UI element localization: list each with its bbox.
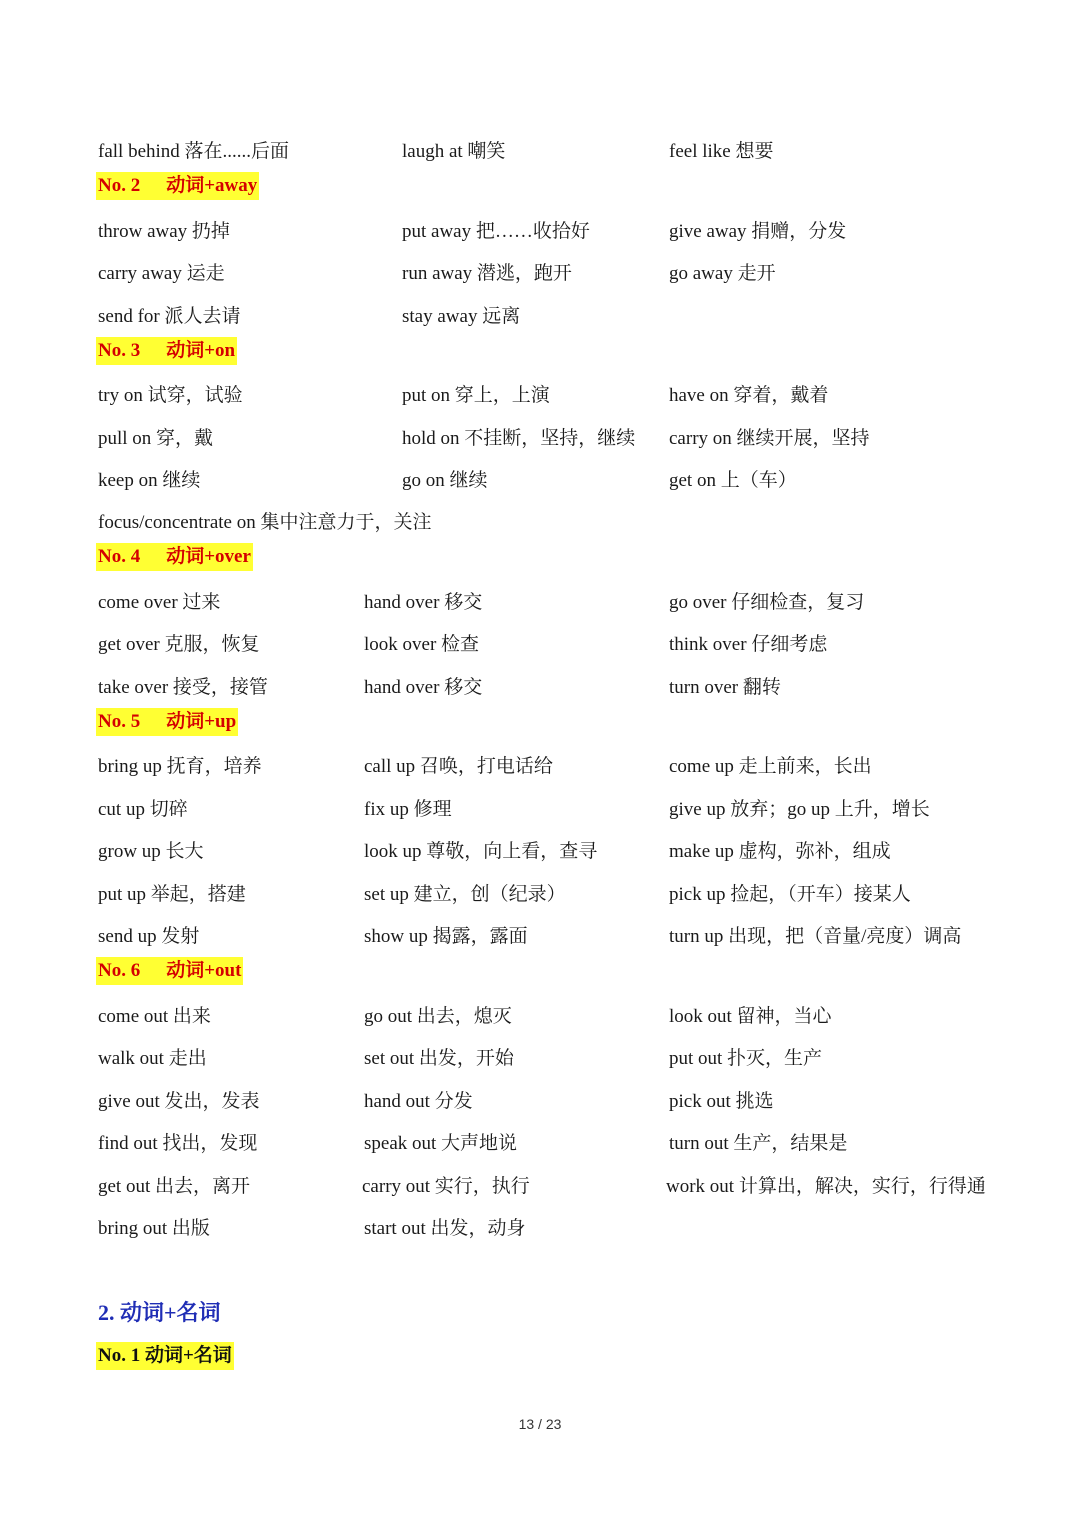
phrase-entry: have on 穿着，戴着 — [669, 385, 829, 406]
phrase-entry: put out 扑灭，生产 — [669, 1048, 823, 1069]
phrase-entry: fall behind 落在......后面 — [98, 141, 290, 162]
phrase-entry: show up 揭露，露面 — [364, 926, 528, 947]
phrase-entry: call up 召唤，打电话给 — [364, 756, 553, 777]
section-title: 2. 动词+名词 — [98, 1300, 221, 1325]
phrase-entry: look over 检查 — [364, 634, 480, 655]
group-heading — [96, 337, 237, 365]
phrase-entry: start out 出发，动身 — [364, 1218, 526, 1239]
group-label: 动词+away — [166, 175, 258, 196]
phrase-entry: go on 继续 — [402, 470, 488, 491]
phrase-entry: carry out 实行，执行 — [362, 1176, 530, 1197]
phrase-entry: go over 仔细检查，复习 — [669, 592, 865, 613]
phrase-entry: send up 发射 — [98, 926, 200, 947]
phrase-entry: think over 仔细考虑 — [669, 634, 828, 655]
phrase-entry: feel like 想要 — [669, 141, 774, 162]
phrase-entry: put away 把……收拾好 — [402, 221, 590, 242]
group-number: No. 3 — [98, 340, 141, 361]
phrase-entry: grow up 长大 — [98, 841, 204, 862]
phrase-entry: get out 出去，离开 — [98, 1176, 250, 1197]
group-heading — [96, 543, 253, 571]
phrase-entry: look up 尊敬，向上看，查寻 — [364, 841, 598, 862]
phrase-entry: fix up 修理 — [364, 799, 452, 820]
phrase-entry: turn over 翻转 — [669, 677, 781, 698]
phrase-entry: cut up 切碎 — [98, 799, 188, 820]
page-number: 13 / 23 — [518, 1416, 562, 1432]
phrase-entry: give up 放弃；go up 上升，增长 — [669, 799, 930, 820]
phrase-entry: run away 潜逃，跑开 — [402, 263, 572, 284]
group-heading — [96, 957, 243, 985]
group-label: 动词+on — [166, 340, 236, 361]
phrase-entry: hand over 移交 — [364, 592, 483, 613]
phrase-entry: bring up 抚育，培养 — [98, 756, 262, 777]
phrase-entry: come up 走上前来，长出 — [669, 756, 872, 777]
phrase-entry: work out 计算出，解决，实行，行得通 — [666, 1176, 986, 1197]
phrase-entry: try on 试穿，试验 — [98, 385, 243, 406]
phrase-entry: give out 发出，发表 — [98, 1091, 260, 1112]
phrase-entry: go away 走开 — [669, 263, 776, 284]
phrase-entry: come out 出来 — [98, 1006, 211, 1027]
phrase-entry: set up 建立，创（纪录） — [364, 884, 566, 905]
phrase-entry: get over 克服，恢复 — [98, 634, 260, 655]
phrase-entry: speak out 大声地说 — [364, 1133, 518, 1154]
phrase-entry: put on 穿上，上演 — [402, 385, 550, 406]
group-heading — [96, 708, 238, 736]
phrase-entry: pull on 穿，戴 — [98, 428, 214, 449]
phrase-entry: hand over 移交 — [364, 677, 483, 698]
phrase-entry: send for 派人去请 — [98, 306, 241, 327]
phrase-entry: turn out 生产，结果是 — [669, 1133, 848, 1154]
group-number: No. 5 — [98, 711, 141, 732]
phrase-entry: bring out 出版 — [98, 1218, 210, 1239]
phrase-entry: stay away 远离 — [402, 306, 521, 327]
phrase-entry: keep on 继续 — [98, 470, 201, 491]
phrase-entry: come over 过来 — [98, 592, 221, 613]
phrase-entry: throw away 扔掉 — [98, 221, 230, 242]
phrase-entry: give away 捐赠，分发 — [669, 221, 847, 242]
group-heading — [96, 172, 259, 200]
phrase-entry: find out 找出，发现 — [98, 1133, 258, 1154]
phrase-entry: focus/concentrate on 集中注意力于，关注 — [98, 512, 432, 533]
phrase-entry: get on 上（车） — [669, 470, 797, 491]
phrase-entry: look out 留神，当心 — [669, 1006, 832, 1027]
phrase-entry: make up 虚构，弥补，组成 — [669, 841, 891, 862]
phrase-entry: set out 出发，开始 — [364, 1048, 514, 1069]
phrase-entry: go out 出去，熄灭 — [364, 1006, 512, 1027]
phrase-entry: walk out 走出 — [98, 1048, 207, 1069]
group-label: 动词+up — [166, 711, 237, 732]
group-label: 动词+out — [166, 960, 242, 981]
phrase-entry: hold on 不挂断，坚持，继续 — [402, 428, 636, 449]
phrase-entry: carry on 继续开展，坚持 — [669, 428, 870, 449]
group-label: 动词+over — [166, 546, 251, 567]
phrase-entry: laugh at 嘲笑 — [402, 141, 506, 162]
phrase-entry: turn up 出现，把（音量/亮度）调高 — [669, 926, 962, 947]
phrase-entry: take over 接受，接管 — [98, 677, 268, 698]
phrase-entry: hand out 分发 — [364, 1091, 473, 1112]
phrase-entry: carry away 运走 — [98, 263, 225, 284]
sub-heading: No. 1 动词+名词 — [96, 1342, 234, 1370]
phrase-entry: pick out 挑选 — [669, 1091, 774, 1112]
phrase-entry: pick up 捡起，（开车）接某人 — [669, 884, 911, 905]
phrase-entry: put up 举起，搭建 — [98, 884, 246, 905]
group-number: No. 6 — [98, 960, 141, 981]
group-number: No. 2 — [98, 175, 141, 196]
group-number: No. 4 — [98, 546, 141, 567]
